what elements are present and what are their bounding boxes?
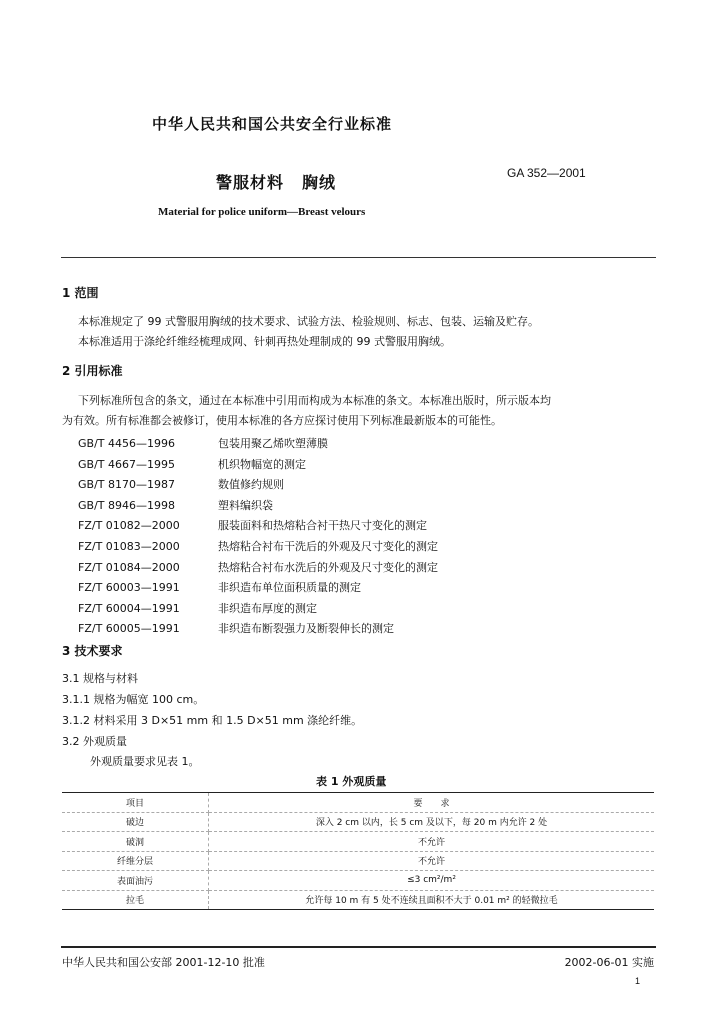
table-header-cell: 项目: [62, 793, 209, 813]
section-3-2-paragraph: 外观质量要求见表 1。: [90, 755, 200, 768]
section-3-1-heading: 3.1 规格与材料: [62, 672, 138, 685]
appearance-quality-table: [62, 792, 654, 910]
reference-item: GB/T 4667—1995 机织物幅宽的测定: [78, 457, 306, 471]
footer-divider: [61, 946, 656, 948]
reference-item: FZ/T 60004—1991 非织造布厚度的测定: [78, 601, 317, 615]
section-1-paragraph-1: 本标准规定了 99 式警服用胸绒的技术要求、试验方法、检验规则、标志、包装、运输及贮存。: [78, 315, 539, 328]
reference-item: FZ/T 60005—1991 非织造布断裂强力及断裂伸长的测定: [78, 622, 394, 636]
effective-date: 2002-06-01 实施: [564, 956, 654, 969]
table-cell: 表面油污: [62, 871, 209, 891]
title-part-2: 胸绒: [302, 173, 337, 192]
table-cell: 允许每 10 m 有 5 处不连续且面积不大于 0.01 m² 的轻微拉毛: [305, 896, 558, 907]
reference-item: FZ/T 01083—2000 热熔粘合衬布干洗后的外观及尺寸变化的测定: [78, 539, 438, 553]
title-part-1: 警服材料: [216, 173, 285, 192]
approval-line: 中华人民共和国公安部 2001-12-10 批准: [62, 956, 265, 969]
reference-item: FZ/T 01082—2000 服装面料和热熔粘合衬干热尺寸变化的测定: [78, 519, 427, 533]
table-cell: 破边: [62, 812, 209, 832]
section-3-1-2: 3.1.2 材料采用 3 D×51 mm 和 1.5 D×51 mm 涤纶纤维。: [62, 714, 363, 727]
english-title: Material for police uniform—Breast velours: [158, 206, 366, 218]
table-cell: 纤维分层: [62, 851, 209, 871]
standard-number: GA 352—2001: [507, 166, 586, 180]
page-number: 1: [634, 976, 640, 986]
section-2-heading: 2 引用标准: [62, 364, 123, 378]
section-1-heading: 1 范围: [62, 286, 99, 300]
table-header-row: [62, 793, 654, 813]
table-cell: 不允许: [209, 832, 655, 852]
table-1-caption: 表 1 外观质量: [316, 775, 387, 788]
table-cell: 破洞: [62, 832, 209, 852]
section-2-paragraph-line-1: 下列标准所包含的条文，通过在本标准中引用而构成为本标准的条文。本标准出版时，所示版本均: [78, 394, 551, 407]
table-row: [62, 871, 654, 891]
document-title: [216, 170, 336, 193]
table-cell: 不允许: [209, 851, 655, 871]
reference-item: FZ/T 60003—1991 非织造布单位面积质量的测定: [78, 581, 361, 595]
table-cell: 拉毛: [62, 890, 209, 910]
header-divider: [61, 257, 656, 258]
table-row: [62, 851, 654, 871]
section-2-paragraph-line-2: 为有效。所有标准都会被修订，使用本标准的各方应探讨使用下列标准最新版本的可能性。: [62, 414, 502, 427]
section-3-heading: 3 技术要求: [62, 644, 123, 658]
table-row: [62, 890, 654, 910]
table-cell: ≤3 cm²/m²: [209, 871, 655, 891]
org-title: 中华人民共和国公共安全行业标准: [152, 115, 393, 133]
reference-item: FZ/T 01084—2000 热熔粘合衬布水洗后的外观及尺寸变化的测定: [78, 560, 438, 574]
table-row: [62, 812, 654, 832]
reference-list: [78, 434, 438, 640]
section-1-paragraph-2: 本标准适用于涤纶纤维经梳理成网、针刺再热处理制成的 99 式警服用胸绒。: [78, 335, 451, 348]
table-cell: 深入 2 cm 以内，长 5 cm 及以下，每 20 m 内允许 2 处: [209, 812, 655, 832]
reference-item: GB/T 8946—1998 塑料编织袋: [78, 498, 273, 512]
table-row: [62, 832, 654, 852]
table-header-cell: 要 求: [209, 793, 655, 813]
reference-item: GB/T 8170—1987 数值修约规则: [78, 478, 284, 492]
section-3-2-heading: 3.2 外观质量: [62, 735, 127, 748]
section-3-1-1: 3.1.1 规格为幅宽 100 cm。: [62, 693, 205, 706]
reference-item: GB/T 4456—1996 包装用聚乙烯吹塑薄膜: [78, 437, 328, 450]
